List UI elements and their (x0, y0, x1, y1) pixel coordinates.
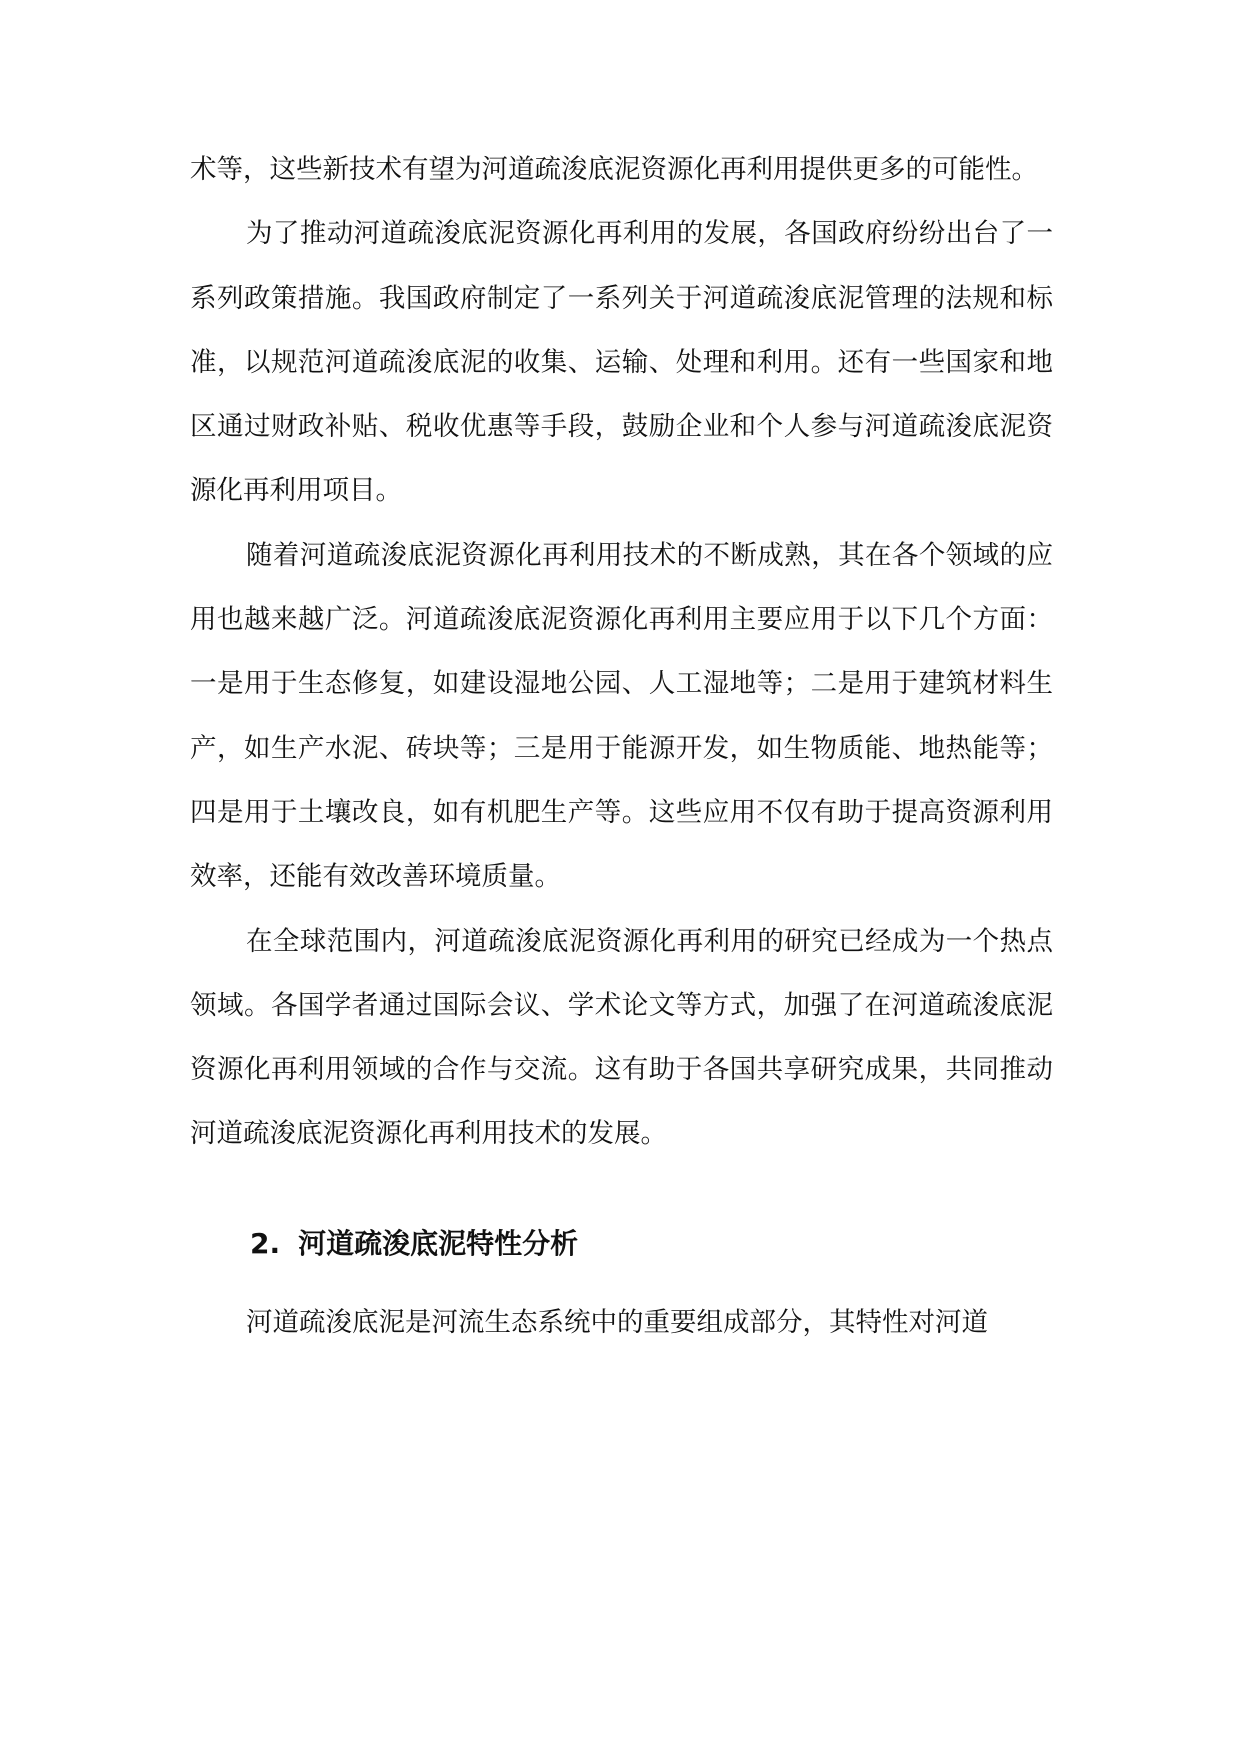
section-heading (190, 1212, 1053, 1276)
paragraph-section-intro: 河道疏浚底泥是河流生态系统中的重要组成部分，其特性对河道 (246, 1306, 988, 1338)
paragraph-continued: 术等，这些新技术有望为河道疏浚底泥资源化再利用提供更多的可能性。 (190, 154, 1038, 185)
section-number: 2. (250, 1226, 281, 1260)
document-body (190, 138, 1053, 1355)
paragraph-global-research: 在全球范围内，河道疏浚底泥资源化再利用的研究已经成为一个热点领域。各国学者通过国际会议、学术论文等方式，加强了在河道疏浚底泥资源化再利用领域的合作与交流。这有助于各国共享研究成果，共同推动河道疏浚底泥资源化再利用技术的发展。 (190, 925, 1053, 1150)
section-title: 河道疏浚底泥特性分析 (298, 1226, 579, 1260)
paragraph-policy: 为了推动河道疏浚底泥资源化再利用的发展，各国政府纷纷出台了一系列政策措施。我国政府制定了一系列关于河道疏浚底泥管理的法规和标准，以规范河道疏浚底泥的收集、运输、处理和利用。还有一些国家和地区通过财政补贴、税收优惠等手段，鼓励企业和个人参与河道疏浚底泥资源化再利用项目。 (190, 218, 1053, 507)
paragraph-applications: 随着河道疏浚底泥资源化再利用技术的不断成熟，其在各个领域的应用也越来越广泛。河道疏浚底泥资源化再利用主要应用于以下几个方面：一是用于生态修复，如建设湿地公园、人工湿地等；二是用于建筑材料生产，如生产水泥、砖块等；三是用于能源开发，如生物质能、地热能等；四是用于土壤改良，如有机肥生产等。这些应用不仅有助于提高资源利用效率，还能有效改善环境质量。 (190, 539, 1053, 893)
